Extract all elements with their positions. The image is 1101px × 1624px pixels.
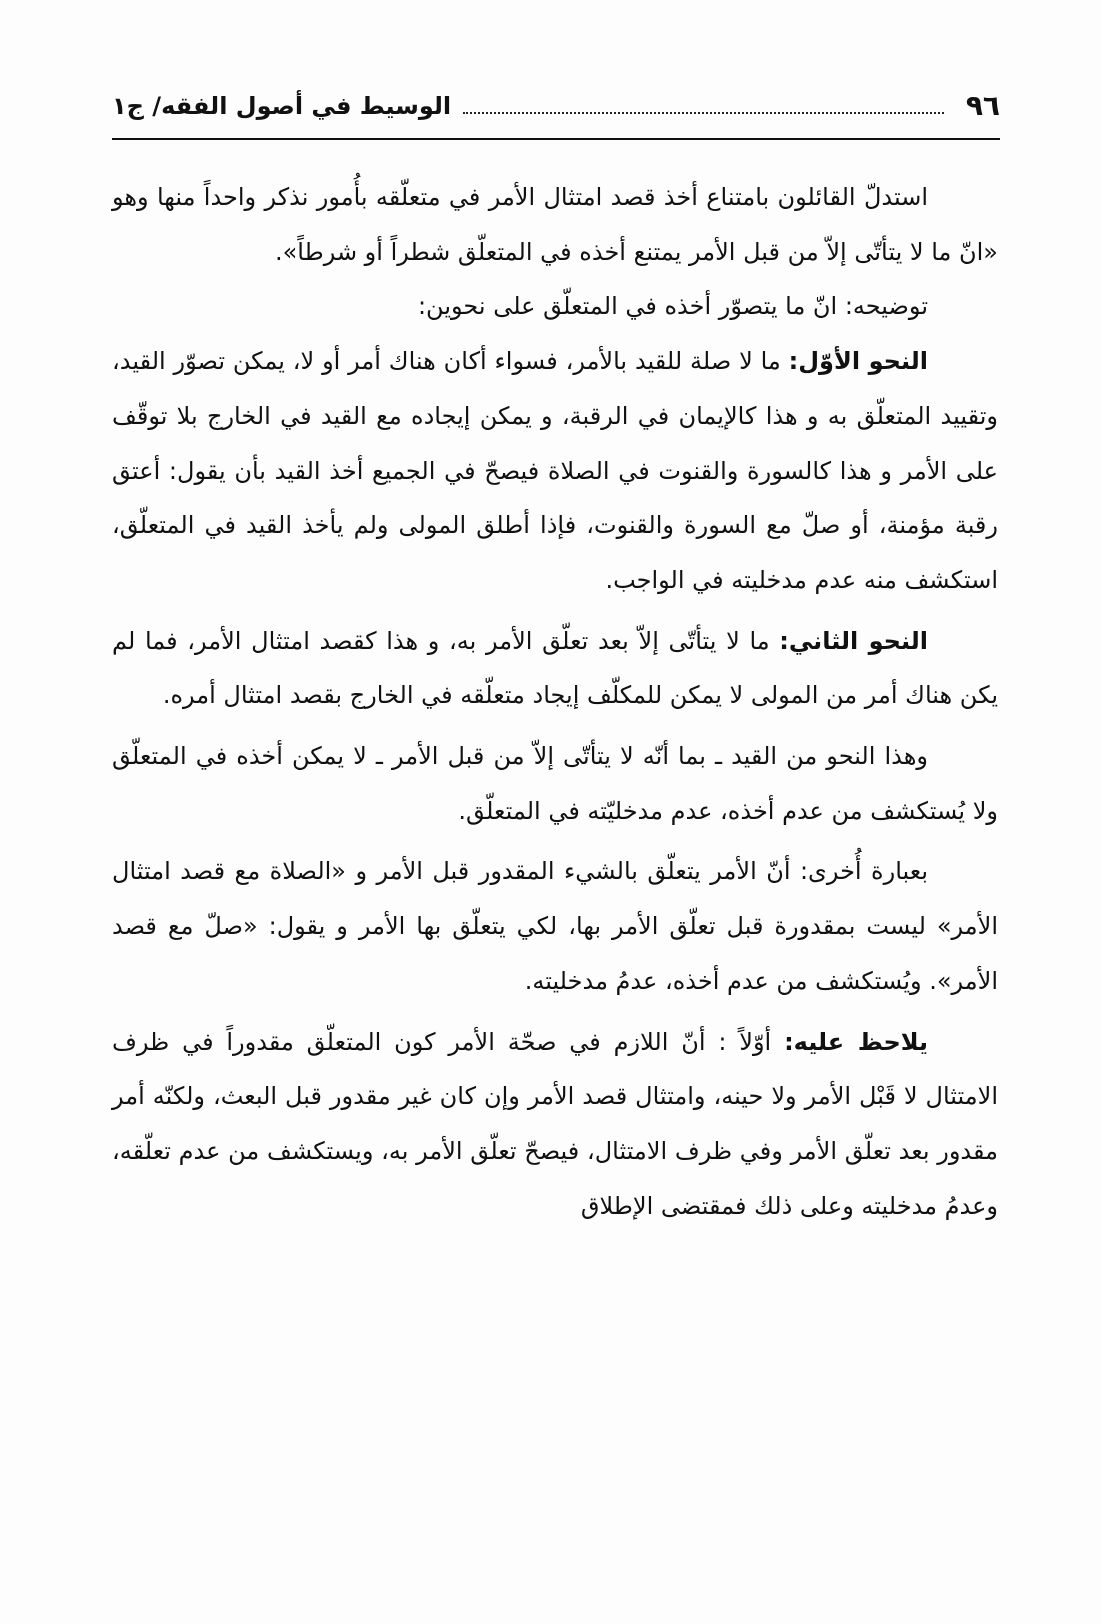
paragraph	[112, 1015, 998, 1234]
paragraph-lead-heading: النحو الأوّل:	[788, 347, 929, 376]
paragraph-text: ما لا صلة للقيد بالأمر، فسواء أكان هناك أمر أو لا، يمكن تصوّر القيد، وتقييد المتعلّق به و هذا كالإيمان في الرقبة، و يمكن إيجاده مع القيد في الخارج بلا توقّف على الأمر و هذا كالسورة والقنوت في الصلاة فيصحّ في الجميع أخذ القيد بأن يقول: أعتق رقبة مؤمنة، أو صلّ مع السورة والقنوت، فإذا أطلق المولى ولم يأخذ القيد في المتعلّق، استكشف منه عدم مدخليته في الواجب.	[112, 347, 998, 594]
paragraph	[112, 334, 998, 608]
paragraph	[112, 844, 998, 1008]
paragraph-lead-heading: النحو الثاني:	[779, 626, 929, 655]
page-header	[112, 82, 1000, 126]
paragraph	[112, 614, 998, 723]
paragraph-text: استدلّ القائلون بامتناع أخذ قصد امتثال الأمر في متعلّقه بأُمور نذكر واحداً منها وهو «انّ ما لا يتأتّى إلاّ من قبل الأمر يمتنع أخذه في المتعلّق شطراً أو شرطاً».	[112, 183, 998, 266]
paragraph	[112, 729, 998, 838]
paragraph-text: أوّلاً : أنّ اللازم في صحّة الأمر كون المتعلّق مقدوراً في ظرف الامتثال لا قَبْل الأمر ولا حينه، وامتثال قصد الأمر وإن كان غير مقدور قبل البعث، ولكنّه أمر مقدور بعد تعلّق الأمر وفي ظرف الامتثال، فيصحّ تعلّق الأمر به، ويستكشف من عدم تعلّقه، وعدمُ مدخليته وعلى ذلك فمقتضى الإطلاق	[112, 1027, 998, 1220]
paragraph-lead-heading: يلاحظ عليه:	[784, 1027, 929, 1056]
paragraph-text: توضيحه: انّ ما يتصوّر أخذه في المتعلّق على نحوين:	[417, 292, 928, 321]
page-number: ٩٦	[965, 89, 1000, 122]
paragraph-text: ما لا يتأتّى إلاّ بعد تعلّق الأمر به، و هذا كقصد امتثال الأمر، فما لم يكن هناك أمر من المولى لا يمكن للمكلّف إيجاد متعلّقه في الخارج بقصد امتثال أمره.	[112, 626, 998, 710]
running-book-title: الوسيط في أصول الفقه/ ج١	[112, 92, 452, 120]
header-leader-dots	[463, 112, 944, 114]
paragraph	[112, 170, 998, 279]
paragraph-text: وهذا النحو من القيد ـ بما أنّه لا يتأتّى إلاّ من قبل الأمر ـ لا يمكن أخذه في المتعلّق ولا يُستكشف من عدم أخذه، عدم مدخليّته في المتعلّق.	[112, 742, 998, 825]
page-body	[112, 170, 998, 1233]
paragraph	[112, 279, 998, 334]
paragraph-text: بعبارة أُخرى: أنّ الأمر يتعلّق بالشيء المقدور قبل الأمر و «الصلاة مع قصد امتثال الأمر» ليست بمقدورة قبل تعلّق الأمر بها، لكي يتعلّق بها الأمر و يقول: «صلّ مع قصد الأمر». ويُستكشف من عدم أخذه، عدمُ مدخليته.	[112, 857, 998, 995]
header-divider	[112, 138, 1000, 140]
